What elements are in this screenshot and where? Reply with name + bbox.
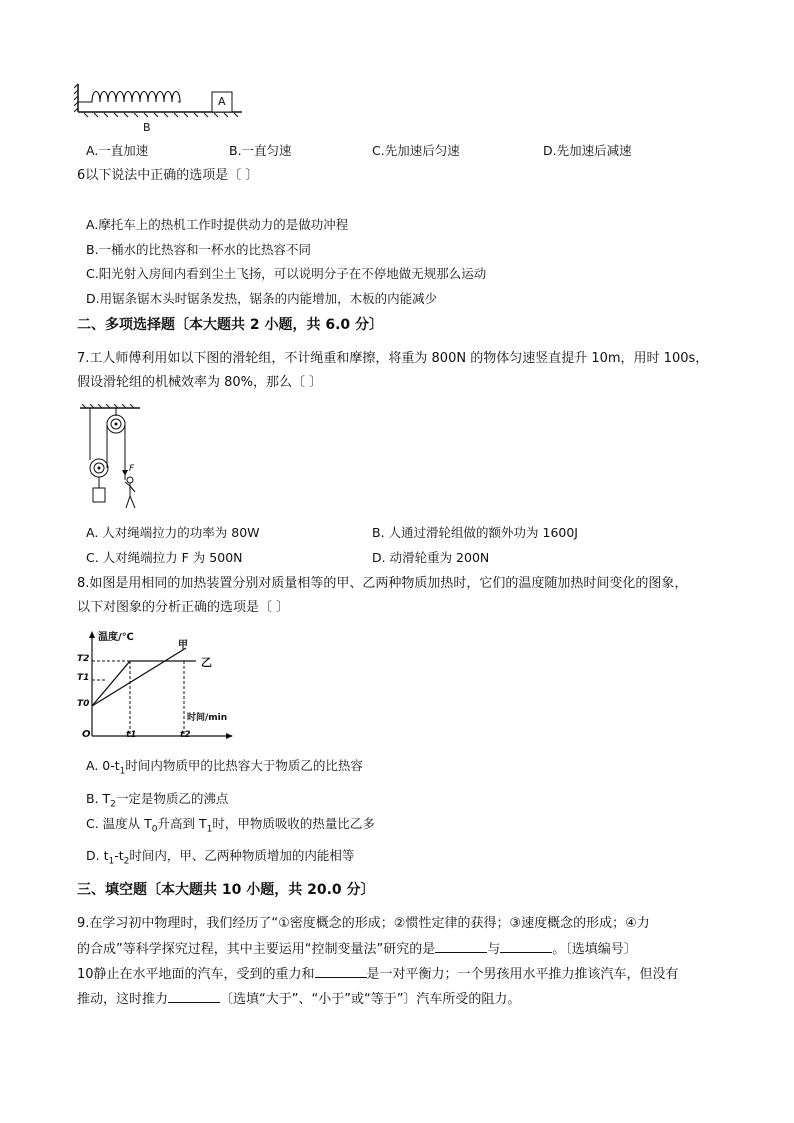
q8-option-b-sub: 2: [110, 799, 116, 810]
graph-xlabel: 时间/min: [187, 713, 228, 723]
graph-tick-xt1: t1: [126, 730, 137, 740]
pulley-system-figure: [78, 404, 148, 510]
q7-option-b: B. 人通过滑轮组做的额外功为 1600J: [372, 525, 578, 540]
q10-line1: [77, 965, 679, 984]
graph-series-jia: 甲: [178, 640, 188, 651]
graph-tick-t0: T0: [77, 699, 90, 709]
q9-line2-pre: 的合成”等科学探究过程，其中主要运用“控制变量法”研究的是: [77, 942, 436, 957]
block-label: A: [218, 95, 226, 108]
q8-option-b-post: 一定是物质乙的沸点: [115, 791, 229, 806]
q9-line2: [77, 940, 637, 959]
q8-option-d-mid: -t: [114, 848, 124, 863]
q5-option-d: D.先加速后减速: [543, 143, 632, 158]
q6-stem: 6以下说法中正确的选项是〔 〕: [77, 168, 259, 183]
q6-option-a: A.摩托车上的热机工作时提供动力的是做功冲程: [86, 217, 349, 232]
q6-option-c: C.阳光射入房间内看到尘土飞扬，可以说明分子在不停地做无规那么运动: [86, 266, 487, 281]
graph-series-yi: 乙: [201, 656, 212, 669]
spring-label: B: [143, 121, 151, 134]
q8-option-d-sub1: 1: [108, 856, 115, 867]
q8-option-a: [86, 757, 363, 781]
q8-option-d-pre: D. t: [86, 848, 109, 863]
q7-stem-line2: 假设滑轮组的机械效率为 80%，那么〔 〕: [77, 375, 323, 390]
q8-stem-line2: 以下对图象的分析正确的选项是〔 〕: [77, 600, 290, 615]
q8-option-c-sub1: 0: [151, 824, 158, 835]
q9-line2-post: 。〔选填编号〕: [552, 942, 637, 957]
q10-blank-1[interactable]: [315, 965, 367, 978]
graph-ylabel: 温度/℃: [98, 632, 134, 643]
q8-option-d-sub2: 2: [123, 856, 130, 867]
q8-option-c-pre: C. 温度从 T: [86, 816, 152, 831]
q10-line2: [77, 990, 520, 1009]
q10-line1-pre: 10静止在水平地面的汽车，受到的重力和: [77, 967, 315, 982]
q8-option-d: [86, 847, 354, 871]
q8-option-c-mid: 升高到 T: [157, 816, 207, 831]
temperature-time-graph: [76, 628, 236, 746]
q10-line2-pre: 推动，这时推力: [77, 992, 169, 1007]
q10-line1-post: 是一对平衡力；一个男孩用水平推力推该汽车，但没有: [366, 967, 679, 982]
q8-option-a-pre: A. 0-t: [86, 758, 120, 773]
q6-option-d: D.用锯条锯木头时锯条发热，锯条的内能增加，木板的内能减少: [86, 291, 438, 306]
q9-blank-1[interactable]: [435, 940, 487, 953]
q10-line2-post: 〔选填“大于”、“小于”或“等于”〕汽车所受的阻力。: [220, 992, 521, 1007]
q8-option-c-sub2: 1: [206, 824, 213, 835]
q7-option-d: D. 动滑轮重为 200N: [372, 550, 490, 565]
q9-line1: 9.在学习初中物理时，我们经历了“①密度概念的形成；②惯性定律的获得；③速度概念的形成；④力: [77, 916, 650, 931]
q8-option-d-post: 时间内，甲、乙两种物质增加的内能相等: [129, 848, 355, 863]
q8-option-a-sub: 1: [119, 766, 126, 777]
q7-option-c: C. 人对绳端拉力 F 为 500N: [86, 550, 243, 565]
q7-option-a: A. 人对绳端拉力的功率为 80W: [86, 525, 260, 540]
q9-blank-2[interactable]: [500, 940, 552, 953]
q8-option-b-pre: B. T: [86, 791, 111, 806]
q9-line2-mid: 与: [487, 942, 501, 957]
q8-option-c-post: 时，甲物质吸收的热量比乙多: [212, 816, 375, 831]
q8-option-a-post: 时间内物质甲的比热容大于物质乙的比热容: [125, 758, 363, 773]
q8-stem-line1: 8.如图是用相同的加热装置分别对质量相等的甲、乙两种物质加热时，它们的温度随加热时间变化的图象，: [77, 576, 688, 591]
q8-option-b: [86, 790, 228, 814]
graph-tick-xt2: t2: [180, 730, 191, 740]
q8-option-c: [86, 815, 375, 839]
q7-stem-line1: 7.工人师傅利用如以下图的滑轮组，不计绳重和摩擦，将重为 800N 的物体匀速竖直提升 10m，用时 100s，: [77, 351, 709, 366]
graph-tick-t1: T1: [77, 673, 90, 683]
q6-option-b: B.一桶水的比热容和一杯水的比热容不同: [86, 242, 312, 257]
q5-option-b: B.一直匀速: [229, 143, 292, 158]
graph-origin: O: [82, 729, 91, 740]
q10-blank-2[interactable]: [168, 990, 220, 1003]
section-3-title: 三、填空题〔本大题共 10 小题，共 20.0 分〕: [77, 882, 375, 898]
section-2-title: 二、多项选择题〔本大题共 2 小题，共 6.0 分〕: [77, 317, 384, 333]
q5-option-c: C.先加速后匀速: [372, 143, 460, 158]
q5-option-a: A.一直加速: [86, 143, 149, 158]
graph-tick-t2: T2: [77, 654, 90, 664]
force-label: F: [129, 464, 135, 474]
